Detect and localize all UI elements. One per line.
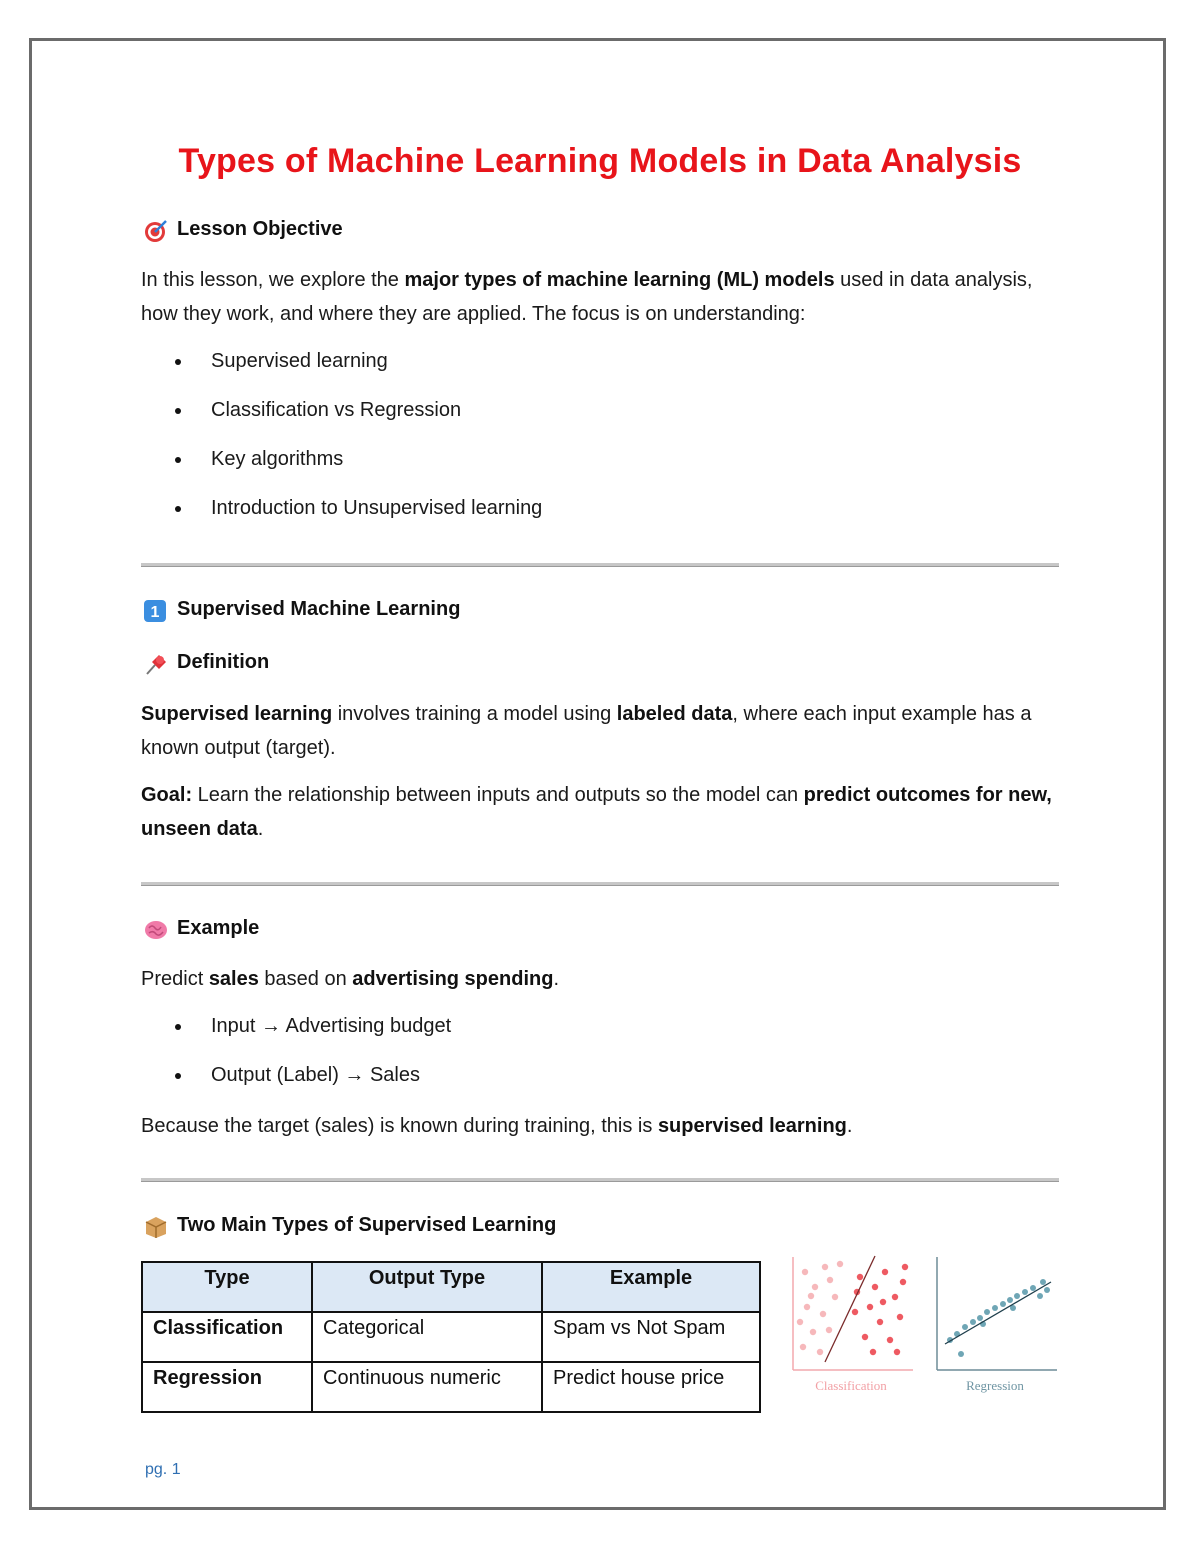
- classification-point: [862, 1334, 868, 1340]
- def-bold-1: Supervised learning: [141, 703, 333, 725]
- brain-icon: [143, 918, 169, 940]
- classification-point: [812, 1284, 818, 1290]
- types-heading-text: Two Main Types of Supervised Learning: [177, 1214, 557, 1236]
- conclusion-bold: supervised learning: [657, 1115, 847, 1137]
- section1-heading-text: Supervised Machine Learning: [177, 598, 461, 620]
- example-conclusion: [141, 1109, 1061, 1143]
- classification-point: [822, 1264, 828, 1270]
- classification-point: [892, 1294, 898, 1300]
- classification-point: [894, 1349, 900, 1355]
- example-heading-text: Example: [177, 917, 260, 939]
- conclusion-pre: Because the target (sales) is known during training, this is: [141, 1115, 658, 1137]
- regression-caption: Regression: [966, 1378, 1024, 1393]
- table-cell: Classification: [142, 1312, 312, 1362]
- classification-point: [867, 1304, 873, 1310]
- classification-point: [872, 1284, 878, 1290]
- example-heading: [143, 917, 259, 940]
- classification-point: [857, 1274, 863, 1280]
- regression-point: [984, 1309, 990, 1315]
- intro-text: In this lesson, we explore the: [141, 269, 405, 291]
- table-header: Example: [542, 1262, 760, 1312]
- regression-point: [992, 1305, 998, 1311]
- list-item: Introduction to Unsupervised learning: [211, 497, 543, 519]
- example-bold-2: advertising spending: [352, 968, 554, 990]
- classification-point: [900, 1279, 906, 1285]
- classification-point: [817, 1349, 823, 1355]
- classification-point: [870, 1349, 876, 1355]
- classification-point: [887, 1337, 893, 1343]
- goal-mid: Learn the relationship between inputs and outputs so the model can: [192, 784, 804, 806]
- divider: [141, 563, 1059, 567]
- classification-point: [802, 1269, 808, 1275]
- regression-points: [947, 1279, 1050, 1357]
- classification-point: [804, 1304, 810, 1310]
- classification-point: [800, 1344, 806, 1350]
- table-row: [142, 1362, 760, 1412]
- package-icon: [143, 1215, 169, 1237]
- goal-bold: predict outcomes for new, unseen data: [141, 784, 1052, 840]
- table-row: [142, 1312, 760, 1362]
- regression-point: [1037, 1293, 1043, 1299]
- classification-point: [877, 1319, 883, 1325]
- intro-bold: major types of machine learning (ML) models: [404, 269, 835, 291]
- intro-text-end: used in data analysis, how they work, and where they are applied. The focus is on understanding:: [141, 269, 1033, 325]
- goal-text: [141, 778, 1061, 846]
- regression-point: [1022, 1289, 1028, 1295]
- list-item: Input → Advertising budget: [211, 1015, 452, 1037]
- classification-point: [837, 1261, 843, 1267]
- classification-points: [797, 1261, 908, 1355]
- regression-point: [970, 1319, 976, 1325]
- classification-caption: Classification: [815, 1378, 887, 1393]
- keycap-number: 1: [150, 603, 160, 621]
- table-cell: Regression: [142, 1362, 312, 1412]
- goal-label: Goal:: [141, 784, 193, 806]
- keycap-1-icon: [143, 599, 169, 621]
- list-item: Key algorithms: [211, 448, 344, 470]
- table-cell: Spam vs Not Spam: [542, 1312, 760, 1362]
- example-bold-1: sales: [208, 968, 259, 990]
- table-cell: Continuous numeric: [312, 1362, 542, 1412]
- def-mid: involves training a model using: [332, 703, 617, 725]
- classification-point: [902, 1264, 908, 1270]
- regression-point: [1014, 1293, 1020, 1299]
- definition-text: [141, 697, 1061, 765]
- section1-heading: [143, 598, 460, 621]
- divider: [141, 1178, 1059, 1182]
- definition-heading-text: Definition: [177, 651, 270, 673]
- objective-heading: [143, 218, 343, 241]
- regression-point: [1030, 1285, 1036, 1291]
- classification-point: [810, 1329, 816, 1335]
- example-mid: based on: [258, 968, 353, 990]
- regression-point: [977, 1315, 983, 1321]
- classification-point: [897, 1314, 903, 1320]
- divider: [141, 882, 1059, 886]
- classification-point: [882, 1269, 888, 1275]
- classification-point: [852, 1309, 858, 1315]
- classification-point: [880, 1299, 886, 1305]
- regression-point: [962, 1324, 968, 1330]
- types-table: [141, 1261, 761, 1413]
- table-header-row: [142, 1262, 760, 1312]
- classification-point: [797, 1319, 803, 1325]
- classification-point: [808, 1293, 814, 1299]
- table-cell: Categorical: [312, 1312, 542, 1362]
- classification-boundary: [825, 1256, 875, 1362]
- ml-types-illustration: [785, 1252, 1060, 1400]
- example-line: [141, 962, 1061, 996]
- list-item: Output (Label) → Sales: [211, 1064, 420, 1086]
- def-bold-2: labeled data: [616, 703, 733, 725]
- regression-point: [958, 1351, 964, 1357]
- objective-intro: [141, 263, 1061, 331]
- table-header: Type: [142, 1262, 312, 1312]
- types-heading: [143, 1214, 556, 1237]
- definition-heading: [143, 651, 269, 674]
- def-post: , where each input example has a known output (target).: [141, 703, 1032, 759]
- page-title: Types of Machine Learning Models in Data Analysis: [178, 142, 1022, 180]
- conclusion-end: .: [846, 1115, 853, 1137]
- classification-point: [820, 1311, 826, 1317]
- example-end: .: [553, 968, 560, 990]
- classification-point: [826, 1327, 832, 1333]
- regression-point: [1044, 1287, 1050, 1293]
- regression-line: [945, 1282, 1051, 1344]
- list-item: Supervised learning: [211, 350, 388, 372]
- example-pre: Predict: [141, 968, 209, 990]
- goal-end: .: [257, 818, 264, 840]
- list-item: Classification vs Regression: [211, 399, 462, 421]
- page-number: pg. 1: [145, 1461, 181, 1478]
- classification-point: [827, 1277, 833, 1283]
- classification-point: [832, 1294, 838, 1300]
- table-cell: Predict house price: [542, 1362, 760, 1412]
- table-header: Output Type: [312, 1262, 542, 1312]
- pushpin-icon: [143, 652, 169, 674]
- regression-point: [1040, 1279, 1046, 1285]
- target-icon: [143, 219, 169, 241]
- objective-heading-text: Lesson Objective: [177, 218, 343, 240]
- regression-point: [1000, 1301, 1006, 1307]
- regression-point: [1007, 1297, 1013, 1303]
